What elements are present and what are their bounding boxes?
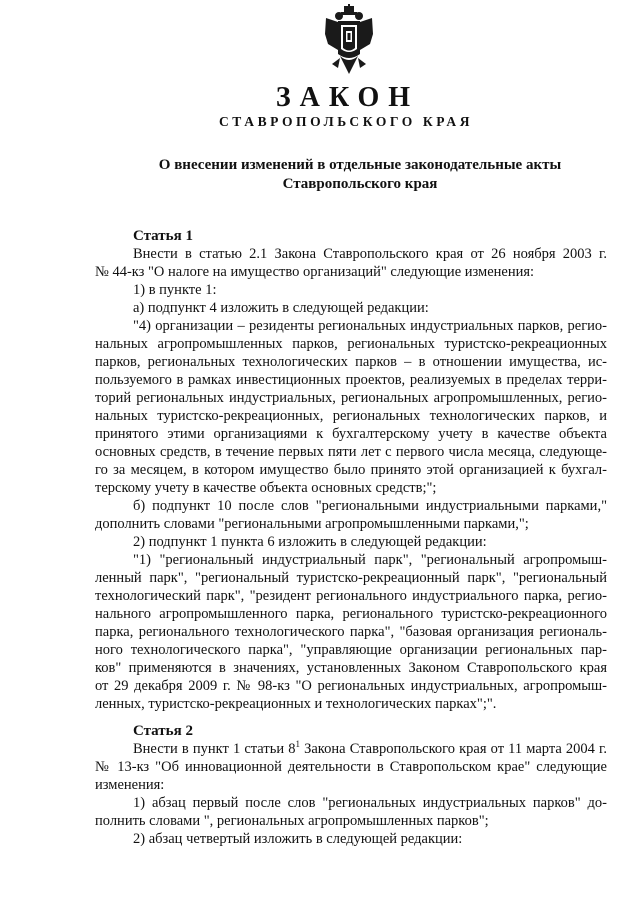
article-2-line: полнить словами ", региональных агропромышленных парков"; [95, 813, 489, 829]
article-2-heading: Статья 2 [133, 723, 193, 739]
article-1-line: "1) "региональный индустриальный парк", "региональный агропромыш- [133, 552, 607, 568]
article-1-line: ленный парк", "региональный туристско-рекреационный парк", "региональный [95, 570, 607, 586]
article-1-line: ков" применяются в значениях, установленных Законом Ставропольского края [95, 660, 607, 676]
article-1-line: нального агропромышленного парка, регионального туристско-рекреационного [95, 606, 607, 622]
article-1-line: № 44-кз "О налоге на имущество организаций" следующие изменения: [95, 264, 535, 280]
article-1-line: нальных туристско-рекреационных, региональных технологических парков, и [95, 408, 607, 424]
article-1-line: пользуемого в рамках инвестиционных проектов, реализуемых в пределах терри- [95, 372, 607, 388]
article-1-line: терскому учету в качестве объекта основных средств;"; [95, 480, 437, 496]
article-1-line: б) подпункт 10 после слов "региональными индустриальными парками," [133, 498, 607, 514]
article-2-line: № 13-кз "Об инновационной деятельности в Ставропольском крае" следующие [95, 759, 607, 775]
document-title-line: О внесении изменений в отдельные законодательные акты [158, 157, 562, 173]
article-1-line: нальных агропромышленных парков, региональных туристско-рекреационных [95, 336, 607, 352]
article-1-line: а) подпункт 4 изложить в следующей редакции: [133, 300, 429, 316]
article-2-first-line [133, 740, 607, 758]
law-subtitle: СТАВРОПОЛЬСКОГО КРАЯ [218, 114, 474, 129]
article-1-line: торий региональных индустриальных, региональных агропромышленных, регио- [95, 390, 607, 406]
article-1-line: 1) в пункте 1: [133, 282, 217, 298]
article-1-line: основных средств, в течение первых пяти лет с первого числа месяца, следующе- [95, 444, 607, 460]
article-2-line: изменения: [95, 777, 165, 793]
article-2-superscript: 1 [295, 739, 300, 749]
article-1-line: дополнить словами "региональными агропромышленными парками,"; [95, 516, 529, 532]
article-1-line: ленных, туристско-рекреационных и технологических парках";". [95, 696, 497, 712]
article-1-line: 2) подпункт 1 пункта 6 изложить в следующей редакции: [133, 534, 487, 550]
article-1-heading: Статья 1 [133, 228, 193, 244]
coat-of-arms-emblem [324, 4, 374, 78]
article-1-line: технологический парк", "резидент регионального индустриального парка, регио- [95, 588, 607, 604]
article-1-line: го за месяцем, в котором имущество было принято этой организацией к бухгал- [95, 462, 607, 478]
article-1-line: принятого этими организациями к бухгалтерскому учету в качестве объекта [95, 426, 607, 442]
article-1-line: "4) организации – резиденты региональных индустриальных парков, регио- [133, 318, 607, 334]
article-2-line: 1) абзац первый после слов "региональных индустриальных парков" до- [133, 795, 607, 811]
article-1-line: парка, регионального технологического парка", "базовая организация региональ- [95, 624, 607, 640]
document-title [100, 156, 620, 194]
article-2-line-part: Закона Ставропольского края от 11 марта 2004 г. [299, 741, 607, 757]
law-title: ЗАКОН [275, 82, 420, 113]
article-1-line: Внести в статью 2.1 Закона Ставропольского края от 26 ноября 2003 г. [133, 246, 607, 262]
document-title-line: Ставропольского края [282, 176, 438, 192]
article-2-line-part: Внести в пункт 1 статьи 8 [133, 741, 296, 757]
article-2-line: 2) абзац четвертый изложить в следующей редакции: [133, 831, 463, 847]
article-1-line: парков, региональных технологических парков – в отношении имущества, ис- [95, 354, 607, 370]
article-1-line: от 29 декабря 2009 г. № 98-кз "О региональных индустриальных, агропромыш- [95, 678, 607, 694]
article-1-line: ного технологического парка", "управляющие организации региональных пар- [95, 642, 607, 658]
